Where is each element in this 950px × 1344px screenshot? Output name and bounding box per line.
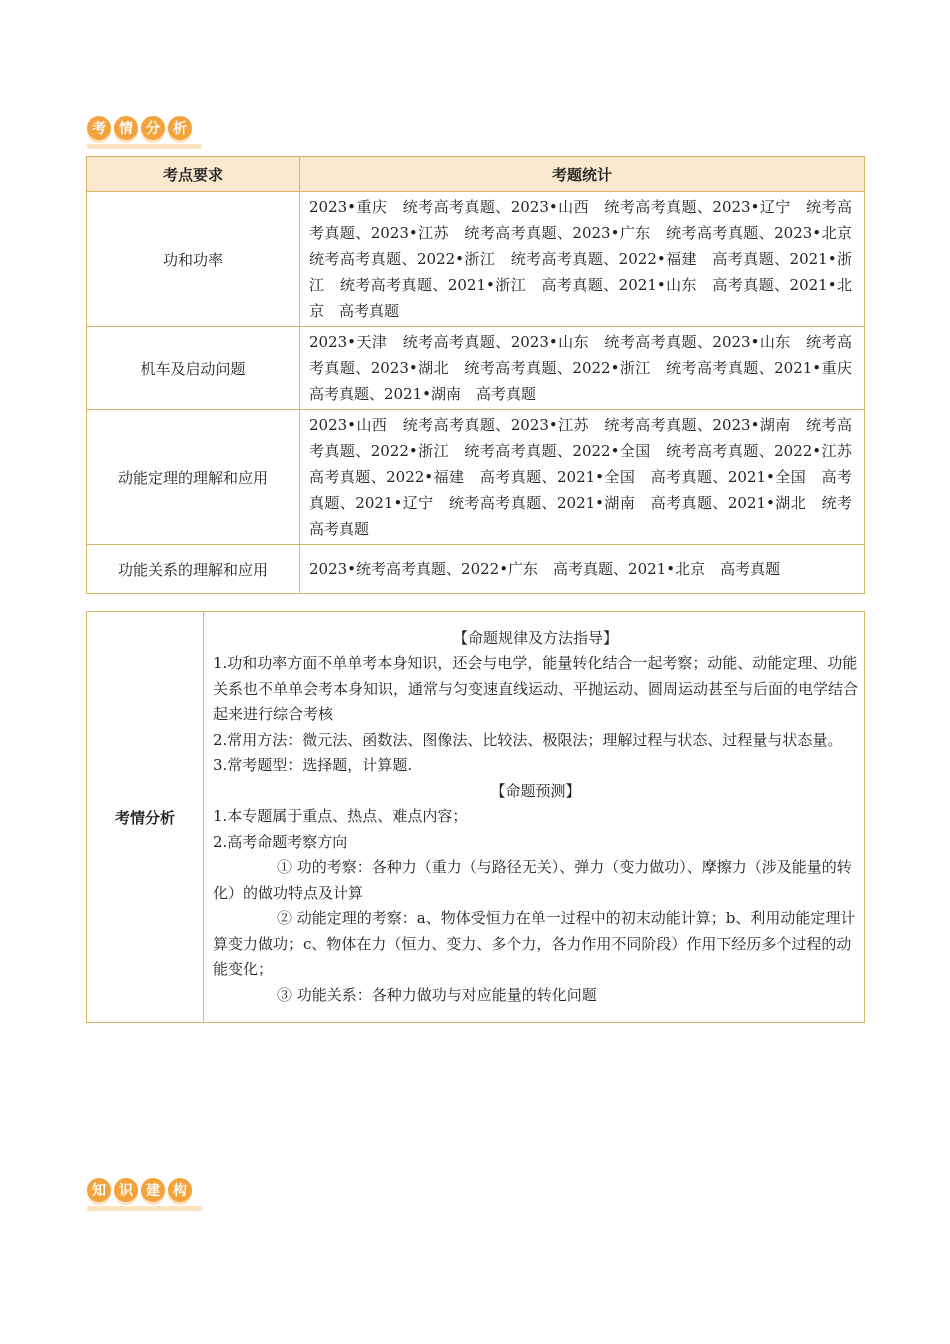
table-row — [87, 545, 865, 594]
row-stats: 2023•天津 统考高考真题、2023•山东 统考高考真题、2023•山东 统考高考真题、2023•湖北 统考高考真题、2022•浙江 统考高考真题、2021•重庆 高考真题、2021•湖南 高考真题 — [300, 327, 865, 410]
table-row — [87, 192, 865, 327]
badge-char: 构 — [168, 1178, 192, 1202]
row-topic: 功和功率 — [87, 192, 300, 327]
paragraph: ② 动能定理的考察：a、物体受恒力在单一过程中的初末动能计算；b、利用动能定理计算变力做功；c、物体在力（恒力、变力、多个力，各力作用不同阶段）作用下经历多个过程的动能变化； — [213, 909, 856, 979]
paragraph: 1.功和功率方面不单单考本身知识，还会与电学，能量转化结合一起考察；动能、动能定理、功能关系也不单单会考本身知识，通常与匀变速直线运动、平抛运动、圆周运动甚至与后面的电学结合起来进行综合考核 — [213, 654, 859, 724]
row-topic: 功能关系的理解和应用 — [87, 545, 300, 594]
badge-char: 析 — [168, 116, 192, 140]
section-badge-knowledge-structure — [87, 1178, 192, 1202]
paragraph: 1.本专题属于重点、热点、难点内容； — [213, 807, 468, 826]
analysis-label: 考情分析 — [87, 612, 204, 1023]
paragraph: 3.常考题型：选择题，计算题. — [213, 756, 413, 775]
badge-char: 情 — [114, 116, 138, 140]
badge-underline — [87, 1206, 202, 1211]
badge-char: 知 — [87, 1178, 111, 1202]
row-stats: 2023•山西 统考高考真题、2023•江苏 统考高考真题、2023•湖南 统考高考真题、2022•浙江 统考高考真题、2022•全国 统考高考真题、2022•江苏 高考真题、2022•福建 高考真题、2021•全国 高考真题、2021•全国 高考真题、2021•辽宁 统考高考真题、2021•湖南 高考真题、2021•湖北 统考高考真题 — [300, 410, 865, 545]
exam-stats-table — [86, 156, 868, 594]
row-topic: 机车及启动问题 — [87, 327, 300, 410]
badge-underline — [87, 144, 202, 149]
header-topic: 考点要求 — [87, 157, 300, 192]
paragraph: 2.高考命题考察方向 — [213, 832, 348, 851]
section-badge-exam-analysis — [87, 116, 192, 140]
badge-char: 建 — [141, 1178, 165, 1202]
section-heading-prediction: 【命题预测】 — [490, 781, 581, 800]
table-row — [87, 327, 865, 410]
row-stats: 2023•统考高考真题、2022•广东 高考真题、2021•北京 高考真题 — [300, 545, 865, 594]
table-header-row — [87, 157, 865, 192]
paragraph: ① 功的考察：各种力（重力（与路径无关）、弹力（变力做功）、摩擦力（涉及能量的转化）的做功特点及计算 — [213, 858, 852, 902]
row-stats: 2023•重庆 统考高考真题、2023•山西 统考高考真题、2023•辽宁 统考高考真题、2023•江苏 统考高考真题、2023•广东 统考高考真题、2023•北京 统考高考真题、2022•浙江 统考高考真题、2022•福建 高考真题、2021•浙江 统考高考真题、2021•浙江 高考真题、2021•山东 高考真题、2021•北京 高考真题 — [300, 192, 865, 327]
table-row — [87, 612, 865, 1023]
paragraph: ③ 功能关系：各种力做功与对应能量的转化问题 — [277, 985, 597, 1004]
table-row — [87, 410, 865, 545]
header-stats: 考题统计 — [300, 157, 865, 192]
badge-char: 考 — [87, 116, 111, 140]
section-heading-rules: 【命题规律及方法指导】 — [452, 628, 618, 647]
analysis-content — [204, 612, 865, 1023]
badge-char: 识 — [114, 1178, 138, 1202]
paragraph: 2.常用方法：微元法、函数法、图像法、比较法、极限法；理解过程与状态、过程量与状态量。 — [213, 730, 843, 749]
exam-analysis-table — [86, 611, 865, 1023]
row-topic: 动能定理的理解和应用 — [87, 410, 300, 545]
badge-char: 分 — [141, 116, 165, 140]
